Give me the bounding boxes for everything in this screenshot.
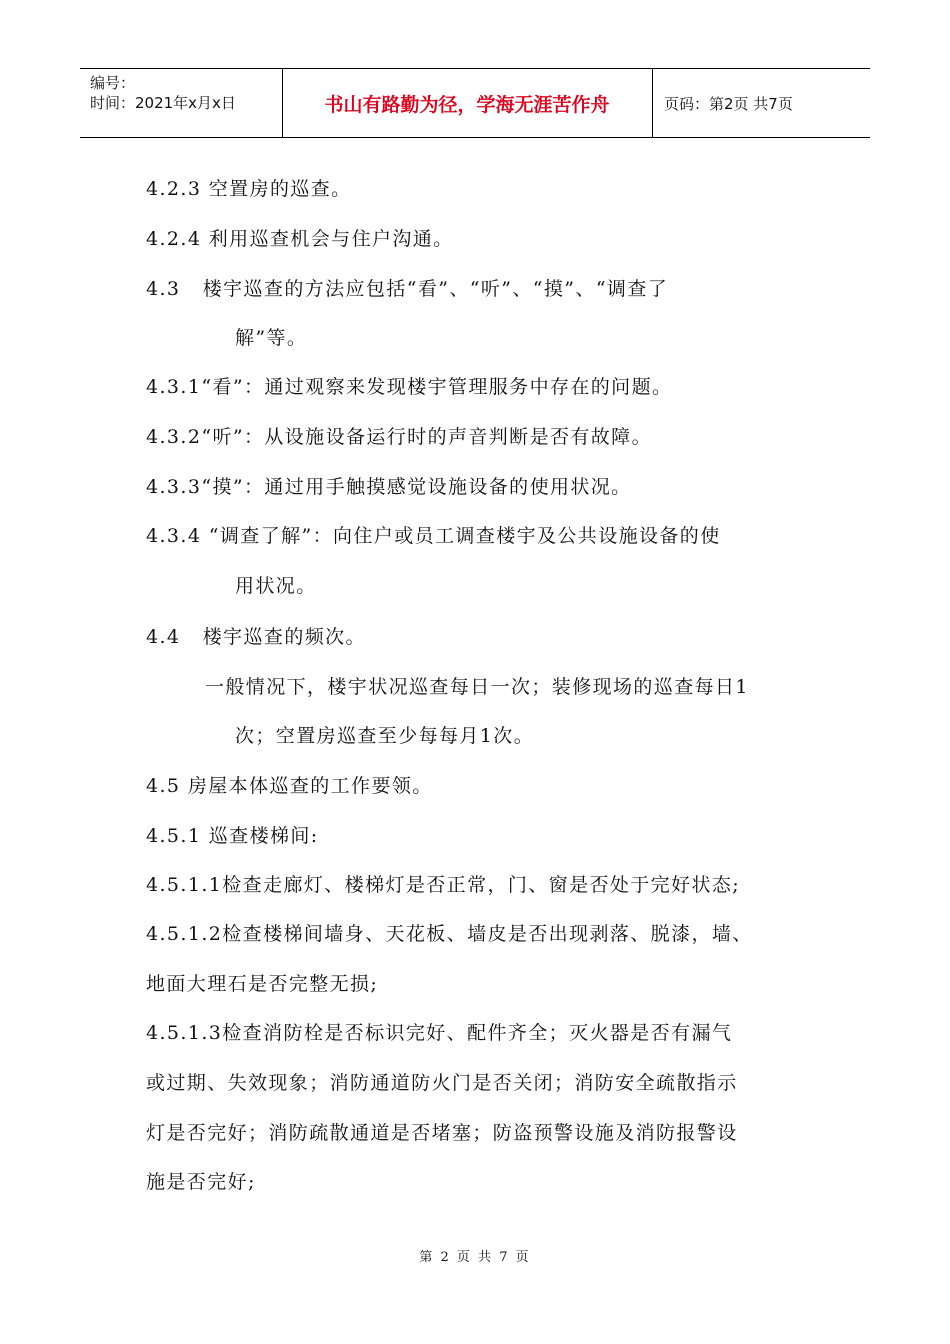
paragraph-line: 4.3.2“听”：从设施设备运行时的声音判断是否有故障。	[146, 426, 652, 448]
code-label: 编号：	[90, 74, 136, 92]
paragraph-line: 4.4 楼宇巡查的频次。	[146, 626, 366, 648]
paragraph-line: 次；空置房巡查至少每每月1次。	[235, 725, 535, 747]
paragraph-line: 用状况。	[235, 575, 317, 597]
paragraph-line: 4.3.4 “调查了解”：向住户或员工调查楼宇及公共设施设备的使	[146, 525, 721, 547]
paragraph-line: 4.3.1“看”：通过观察来发现楼宇管理服务中存在的问题。	[146, 376, 673, 398]
header-meta-cell	[80, 69, 283, 137]
paragraph-line: 4.5.1.1检查走廊灯、楼梯灯是否正常，门、窗是否处于完好状态;	[146, 874, 741, 896]
header-motto: 书山有路勤为径，学海无涯苦作舟	[282, 69, 653, 137]
paragraph-line: 或过期、失效现象；消防通道防火门是否关闭；消防安全疏散指示	[146, 1072, 738, 1094]
paragraph-line: 一般情况下，楼宇状况巡查每日一次；装修现场的巡查每日1	[205, 676, 749, 698]
header-page-label: 页码：第2页 共7页	[664, 94, 793, 113]
paragraph-line: 施是否完好;	[146, 1171, 256, 1193]
paragraph-line: 4.5.1.2检查楼梯间墙身、天花板、墙皮是否出现剥落、脱漆，墙、	[146, 923, 753, 945]
paragraph-line: 4.5.1.3检查消防栓是否标识完好、配件齐全；灭火器是否有漏气	[146, 1022, 733, 1044]
page-footer: 第 2 页 共 7 页	[419, 1250, 531, 1265]
paragraph-line: 4.3 楼宇巡查的方法应包括“看”、“听”、“摸”、“调查了	[146, 278, 669, 300]
paragraph-line: 地面大理石是否完整无损;	[146, 973, 379, 995]
paragraph-line: 4.5.1 巡查楼梯间:	[146, 825, 319, 847]
paragraph-line: 4.5 房屋本体巡查的工作要领。	[146, 775, 433, 797]
document-header	[80, 68, 870, 138]
paragraph-line: 4.2.3 空置房的巡查。	[146, 178, 352, 200]
paragraph-line: 4.3.3“摸”：通过用手触摸感觉设施设备的使用状况。	[146, 476, 632, 498]
paragraph-line: 灯是否完好；消防疏散通道是否堵塞；防盗预警设施及消防报警设	[146, 1122, 738, 1144]
time-label: 时间：2021年x月x日	[90, 94, 236, 112]
paragraph-line: 解”等。	[235, 327, 308, 349]
paragraph-line: 4.2.4 利用巡查机会与住户沟通。	[146, 228, 454, 250]
